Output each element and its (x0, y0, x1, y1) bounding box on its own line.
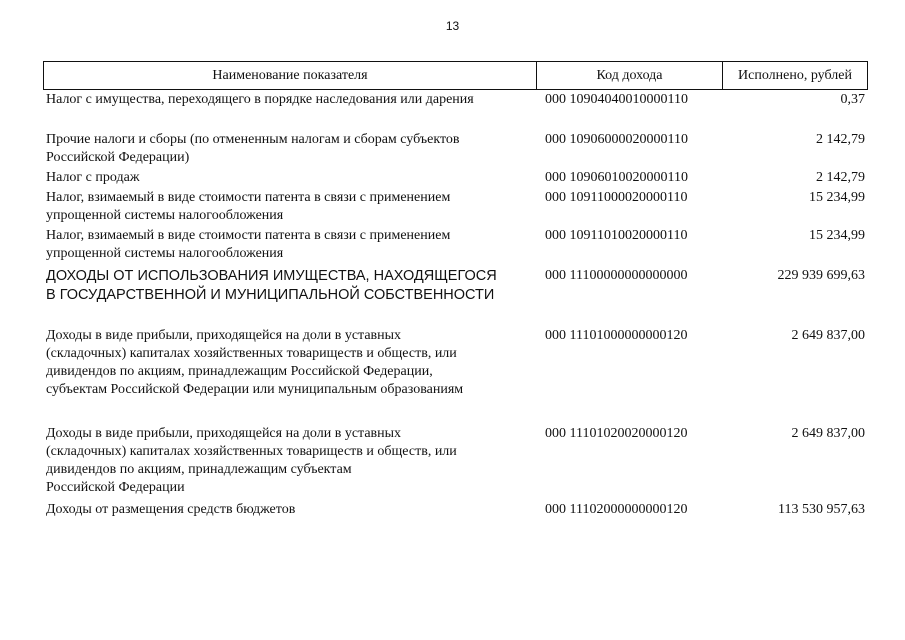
table-row (43, 91, 868, 131)
table-row (43, 425, 868, 501)
table-body (43, 91, 868, 521)
row-code: 000 11100000000000000 (545, 268, 688, 283)
row-name: Доходы в виде прибыли, приходящейся на доли в уставных (складочных) капиталах хозяйственных товариществ и обществ, или дивидендов по акциям, принадлежащим субъектам Российской Федерации (46, 426, 457, 495)
row-executed: 15 234,99 (809, 190, 865, 205)
row-name: Доходы в виде прибыли, приходящейся на доли в уставных (складочных) капиталах хозяйственных товариществ и обществ, или дивидендов по акциям, принадлежащим Российской Федерации, субъектам Российской Федерации или муниципальным образованиям (46, 328, 464, 397)
row-code: 000 11101020020000120 (545, 426, 688, 441)
table-row (43, 267, 868, 327)
row-name: Налог, взимаемый в виде стоимости патента в связи с применением упрощенной системы налогообложения (46, 190, 451, 223)
row-executed: 2 649 837,00 (791, 328, 865, 343)
row-code: 000 10911000020000110 (545, 190, 688, 205)
header-code: Код дохода (537, 62, 723, 89)
table-row (43, 131, 868, 169)
row-code: 000 10906010020000110 (545, 170, 688, 185)
row-name: Прочие налоги и сборы (по отмененным налогам и сборам субъектов Российской Федерации) (46, 132, 460, 165)
row-code: 000 10911010020000110 (545, 228, 688, 243)
row-name: Налог с продаж (46, 170, 140, 185)
row-executed: 15 234,99 (809, 228, 865, 243)
row-executed: 2 142,79 (816, 170, 865, 185)
row-code: 000 11102000000000120 (545, 502, 688, 517)
table-row (43, 189, 868, 227)
row-code: 000 10904040010000110 (545, 92, 688, 107)
page-number: 13 (445, 19, 460, 33)
table-header (43, 61, 868, 90)
row-name: Доходы от размещения средств бюджетов (46, 502, 296, 517)
row-executed: 113 530 957,63 (778, 502, 865, 517)
row-executed: 2 142,79 (816, 132, 865, 147)
header-name: Наименование показателя (44, 62, 537, 89)
row-name: Налог, взимаемый в виде стоимости патента в связи с применением упрощенной системы налогообложения (46, 228, 451, 261)
row-executed: 0,37 (840, 92, 865, 107)
row-executed: 2 649 837,00 (791, 426, 865, 441)
row-name: Налог с имущества, переходящего в порядке наследования или дарения (46, 92, 474, 107)
row-code: 000 11101000000000120 (545, 328, 688, 343)
table-row (43, 501, 868, 521)
header-executed: Исполнено, рублей (738, 67, 852, 83)
table-row (43, 327, 868, 425)
row-name: ДОХОДЫ ОТ ИСПОЛЬЗОВАНИЯ ИМУЩЕСТВА, НАХОДЯЩЕГОСЯ В ГОСУДАРСТВЕННОЙ И МУНИЦИПАЛЬНОЙ СОБСТВЕННОСТИ (46, 268, 497, 303)
row-code: 000 10906000020000110 (545, 132, 688, 147)
row-executed: 229 939 699,63 (777, 268, 865, 283)
table-row (43, 169, 868, 189)
table-row (43, 227, 868, 267)
